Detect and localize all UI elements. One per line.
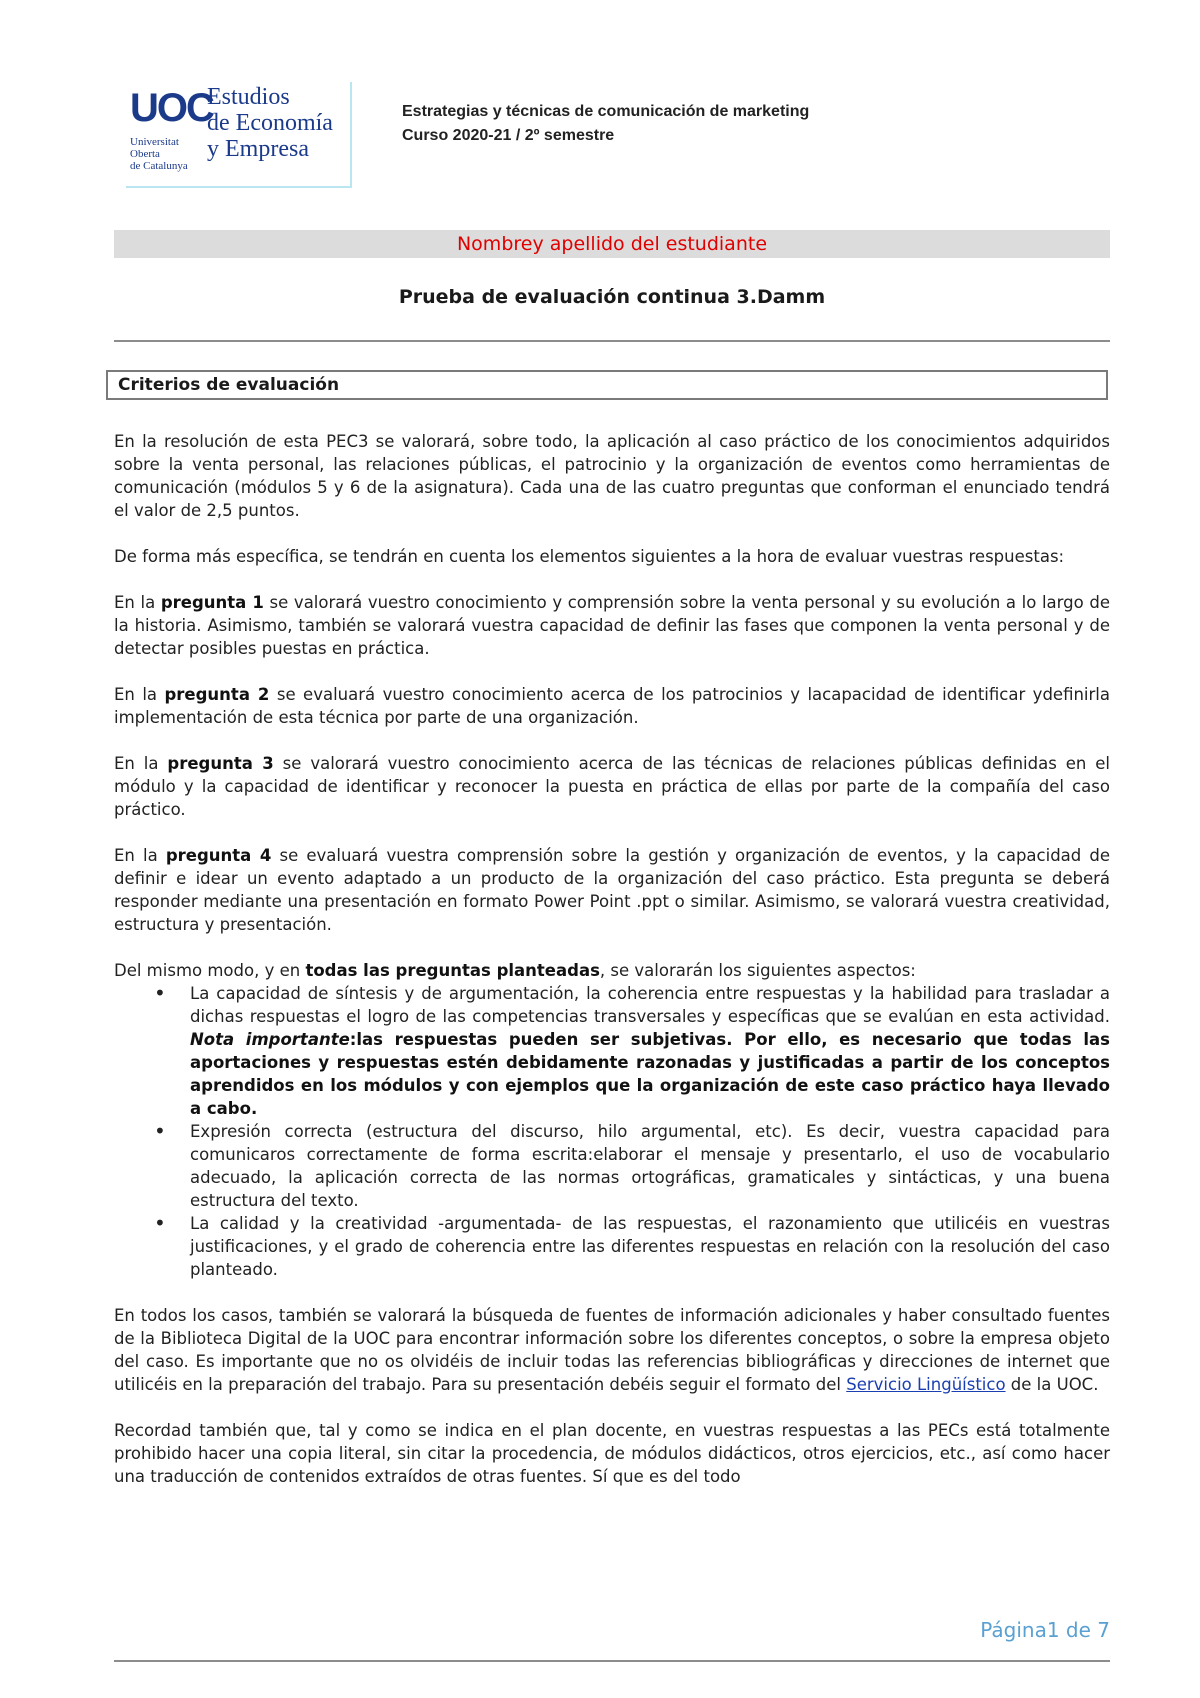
logo-text-line: y Empresa xyxy=(207,136,309,162)
plagiarism-paragraph: Recordad también que, tal y como se indica en el plan docente, en vuestras respuestas a las PECs está totalmente prohibido hacer una copia literal, sin citar la procedencia, de módulos didácticos, otros ejercicios, etc., así como hacer una traducción de contenidos extraídos de otras fuentes. Sí que es del todo xyxy=(114,1421,1110,1486)
course-title: Estrategias y técnicas de comunicación de marketing xyxy=(402,103,810,120)
text-span: En la xyxy=(114,754,168,773)
logo-text-line: de Economía xyxy=(207,110,333,136)
list-item: • La calidad y la creatividad -argumentada- de las respuestas, el razonamiento que utilicéis en vuestras justificaciones, y el grado de coherencia entre las diferentes respuestas en relación con la resolución del caso planteado. xyxy=(114,1212,1110,1281)
text-span: , se valorarán los siguientes aspectos: xyxy=(599,961,916,980)
criteria-heading-box xyxy=(106,370,1108,400)
logo-university xyxy=(130,136,200,172)
exam-title: Prueba de evaluación continua 3.Damm xyxy=(398,286,826,308)
text-span: se valorará vuestro conocimiento y comprensión sobre la venta personal y su evolución a lo largo de la historia. Asimismo, también se valorará vuestra capacidad de definir las fases que componen la venta personal y de detectar posibles puestas en práctica. xyxy=(114,593,1110,658)
question-2-label: pregunta 2 xyxy=(164,685,270,704)
title-divider xyxy=(114,340,1110,342)
all-questions-label: todas las preguntas planteadas xyxy=(305,961,600,980)
question-1-paragraph xyxy=(114,591,1110,660)
aspects-list xyxy=(114,982,1110,1281)
text-span: En la xyxy=(114,685,165,704)
text-span: La capacidad de síntesis y de argumentación, la coherencia entre respuestas y la habilidad para trasladar a dichas respuestas el logro de las competencias transversales y específicas que se evalúan en esta actividad. xyxy=(190,984,1110,1026)
text-span: se evaluará vuestra comprensión sobre la gestión y organización de eventos, y la capacidad de definir e idear un evento adaptado a un producto de la organización del caso práctico. Esta pregunta se deberá responder mediante una presentación en formato Power Point .ppt o similar. Asimismo, se valorará vuestra creatividad, estructura y presentación. xyxy=(114,846,1110,934)
logo-university-line: Oberta xyxy=(130,148,160,160)
document-body xyxy=(114,430,1110,1488)
list-item xyxy=(114,982,1110,1120)
question-1-label: pregunta 1 xyxy=(160,593,264,612)
specific-criteria-paragraph: De forma más específica, se tendrán en cuenta los elementos siguientes a la hora de evaluar vuestras respuestas: xyxy=(114,547,1065,566)
question-2-paragraph xyxy=(114,683,1110,729)
question-4-paragraph xyxy=(114,844,1110,936)
student-name-bar xyxy=(114,230,1110,258)
important-note-label: Nota importante xyxy=(190,1030,350,1049)
question-4-label: pregunta 4 xyxy=(165,846,272,865)
important-note-text: :las respuestas pueden ser subjetivas. Por ello, es necesario que todas las aportaciones y respuestas estén debidamente razonadas y justificadas a partir de los conceptos aprendidos en los módulos y con ejemplos que la organización de este caso práctico haya llevado a cabo. xyxy=(190,1030,1110,1118)
logo-mark: UOC xyxy=(130,86,213,130)
intro-paragraph: En la resolución de esta PEC3 se valorará, sobre todo, la aplicación al caso práctico de los conocimientos adquiridos sobre la venta personal, las relaciones públicas, el patrocinio y la organización de eventos como herramientas de comunicación (módulos 5 y 6 de la asignatura). Cada una de las cuatro preguntas que conforman el enunciado tendrá el valor de 2,5 puntos. xyxy=(114,432,1110,520)
text-span: se valorará vuestro conocimiento acerca de las técnicas de relaciones públicas definidas en el módulo y la capacidad de identificar y reconocer la puesta en práctica de ellas por parte de la compañía del caso práctico. xyxy=(114,754,1110,819)
course-header xyxy=(402,100,809,148)
footer-divider xyxy=(114,1660,1110,1662)
servicio-linguistico-link[interactable]: Servicio Lingüístico xyxy=(846,1375,1006,1394)
logo-university-line: Universitat xyxy=(130,136,179,148)
logo-university-line: de Catalunya xyxy=(130,160,188,172)
course-term: Curso 2020-21 / 2º semestre xyxy=(402,127,615,144)
text-span: de la UOC. xyxy=(1005,1375,1099,1394)
logo-text-line: Estudios xyxy=(207,84,290,110)
criteria-heading: Criterios de evaluación xyxy=(118,375,340,395)
sources-paragraph xyxy=(114,1304,1110,1396)
text-span: En todos los casos, también se valorará la búsqueda de fuentes de información adicionales y haber consultado fuentes de la Biblioteca Digital de la UOC para encontrar información sobre los diferentes conceptos, o sobre la empresa objeto del caso. Es importante que no os olvidéis de incluir todas las referencias bibliográficas y direcciones de internet que utilicéis en la preparación del trabajo. Para su presentación debéis seguir el formato del xyxy=(114,1306,1110,1394)
text-span: se evaluará vuestro conocimiento acerca de los patrocinios y lacapacidad de identificar ydefinirla implementación de esta técnica por parte de una organización. xyxy=(114,685,1110,727)
logo-text xyxy=(207,84,333,162)
text-span: Del mismo modo, y en xyxy=(114,961,306,980)
question-3-paragraph xyxy=(114,752,1110,821)
student-name: Nombrey apellido del estudiante xyxy=(456,233,768,255)
question-3-label: pregunta 3 xyxy=(167,754,274,773)
all-questions-paragraph xyxy=(114,959,1110,982)
text-span: En la xyxy=(114,593,161,612)
text-span: En la xyxy=(114,846,166,865)
page-number: Página1 de 7 xyxy=(980,1618,1110,1642)
list-item: • Expresión correcta (estructura del discurso, hilo argumental, etc). Es decir, vuestra capacidad para comunicaros correctamente de forma escrita:elaborar el mensaje y presentarlo, el uso de vocabulario adecuado, la aplicación correcta de las normas ortográficas, gramaticales y sintácticas, y una buena estructura del texto. xyxy=(114,1120,1110,1212)
